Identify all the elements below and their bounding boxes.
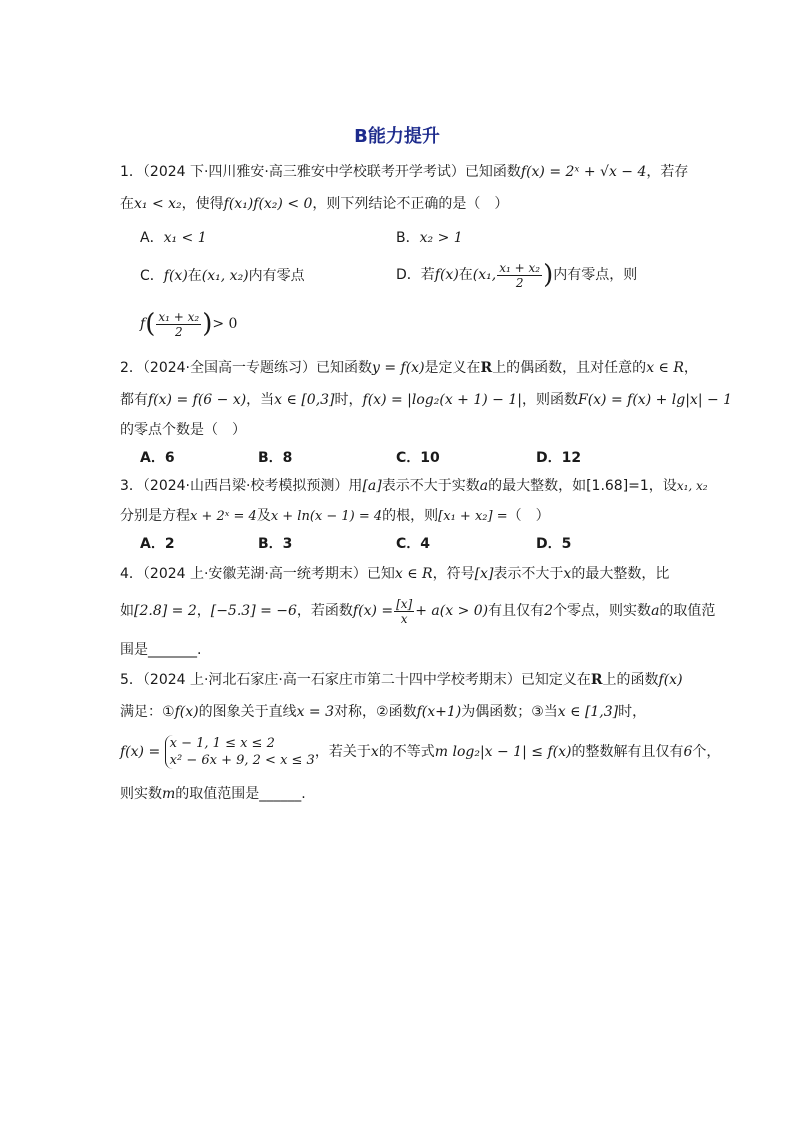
q2-text: 是定义在 <box>424 360 481 376</box>
q3-text: （ ） <box>507 508 550 524</box>
q2-line-3: 的零点个数是（ ） <box>120 422 246 438</box>
q4-text: 有且仅有 <box>488 603 545 619</box>
q1-option-c <box>140 266 305 286</box>
q4-text: ，符号 <box>432 566 475 582</box>
option-label: B． <box>396 230 420 246</box>
option-math: f(x) <box>163 268 188 284</box>
fraction <box>497 261 542 290</box>
q1-math: f(x₁)f(x₂) < 0 <box>223 196 313 212</box>
q4-math: 2 <box>544 603 554 619</box>
q5-math: x <box>370 744 379 760</box>
q4-math: f(x) = <box>352 603 394 619</box>
option-math: > 0 <box>212 316 238 332</box>
q4-math: [−5.3] = −6 <box>210 603 297 619</box>
right-paren: ) <box>202 309 213 339</box>
q1-option-b <box>396 228 463 248</box>
q3-math: a <box>479 478 489 494</box>
q5-math: f(x) <box>174 704 199 720</box>
q2-line-1 <box>120 358 698 378</box>
q4-math: [x] <box>474 566 494 582</box>
q4-math: x <box>563 566 572 582</box>
q4-math: x ∈ R <box>394 566 433 582</box>
fraction <box>394 597 414 626</box>
q2-text: ，则函数 <box>521 392 578 408</box>
option-math: (x₁, x₂) <box>201 268 249 284</box>
option-text: 在 <box>458 267 473 283</box>
q5-text: 个， <box>692 744 721 760</box>
q5-text: 满足：① <box>120 704 175 720</box>
option-math: (x₁, <box>472 267 497 283</box>
q4-text: ， <box>196 603 211 619</box>
q1-function: f(x) = 2ˣ + √x − 4 <box>520 164 647 180</box>
option-math: x₁ < 1 <box>163 230 207 246</box>
q4-intro: 4．（2024 上·安徽芜湖·高一统考期末）已知 <box>120 566 395 582</box>
fraction-numerator: x₁ + x₂ <box>158 309 200 324</box>
q1-text: ，使得 <box>181 196 224 212</box>
fraction-denominator: 2 <box>174 324 183 339</box>
q5-math: f(x) <box>658 672 683 688</box>
q4-text: 表示不大于 <box>493 566 564 582</box>
option-text: 内有零点 <box>248 268 305 284</box>
left-paren: ( <box>145 309 156 339</box>
q5-math: x = 3 <box>296 704 335 720</box>
option-math: ) <box>543 260 554 290</box>
q5-math: f(x+1) <box>416 704 462 720</box>
q2-option-c: C．10 <box>396 450 440 466</box>
q4-line-2 <box>120 592 715 630</box>
q5-line-4 <box>120 784 306 804</box>
piecewise-brace <box>165 735 315 769</box>
q2-math: f(x) = f(6 − x) <box>148 392 247 408</box>
piecewise-case: x² − 6x + 9, 2 < x ≤ 3 <box>169 753 315 768</box>
q3-math: [x₁ + x₂] = <box>438 509 508 524</box>
q1-text: ，若存 <box>646 164 689 180</box>
q4-text: 的取值范 <box>659 603 716 619</box>
q3-text: 的根，则 <box>382 508 439 524</box>
q1-option-d-continued <box>140 306 237 342</box>
q1-option-a <box>140 228 207 248</box>
q4-line-1 <box>120 564 669 584</box>
q1-intro: 1．（2024 下·四川雅安·高三雅安中学校联考开学考试）已知函数 <box>120 164 521 180</box>
q2-math: x ∈ R <box>646 360 684 376</box>
q1-line-2 <box>120 194 508 214</box>
option-math: x₂ > 1 <box>419 230 463 246</box>
q2-math: R <box>480 360 493 376</box>
q2-text: 上的偶函数，且对任意的 <box>492 360 647 376</box>
q3-option-d: D．5 <box>536 536 572 552</box>
q3-text: 分别是方程 <box>120 508 190 524</box>
q5-math: f(x) = <box>120 744 161 760</box>
q3-math: x₁, x₂ <box>676 479 708 493</box>
q1-option-d <box>396 258 637 292</box>
option-label: A． <box>140 230 164 246</box>
option-math: f <box>140 316 146 332</box>
q3-text: 表示不大于实数 <box>381 478 480 494</box>
q5-text: 对称，②函数 <box>334 704 417 720</box>
q5-intro: 5．（2024 上·河北石家庄·高一石家庄市第二十四中学校考期末）已知定义在 <box>120 672 591 688</box>
q2-text: 都有 <box>120 392 148 408</box>
q1-math: x₁ < x₂ <box>134 196 182 212</box>
q5-text: 的取值范围是______. <box>175 786 306 802</box>
q2-text: 时， <box>334 392 363 408</box>
option-text: 在 <box>187 268 202 284</box>
q2-math: F(x) = f(x) + lg|x| − 1 <box>577 392 733 408</box>
option-text: 内有零点，则 <box>553 267 638 283</box>
q2-intro: 2．（2024·全国高一专题练习）已知函数 <box>120 360 372 376</box>
fraction-denominator: x <box>400 611 408 626</box>
q4-line-3: 围是_______. <box>120 642 202 658</box>
q2-math: y = f(x) <box>372 360 425 376</box>
fraction-numerator: x₁ + x₂ <box>499 260 541 275</box>
q5-math: m <box>162 786 176 802</box>
q2-text: ，当 <box>246 392 275 408</box>
q3-line-2 <box>120 506 550 527</box>
q3-math: x + 2ˣ = 4 <box>190 509 257 524</box>
q5-line-1 <box>120 670 683 690</box>
q4-text: ，若函数 <box>296 603 353 619</box>
q3-option-b: B．3 <box>258 536 293 552</box>
q4-text: 个零点，则实数 <box>553 603 652 619</box>
fraction <box>156 310 201 339</box>
q4-math: a <box>651 603 660 619</box>
q2-option-d: D．12 <box>536 450 582 466</box>
q5-text: 的不等式 <box>378 744 435 760</box>
q3-math: x + ln(x − 1) = 4 <box>270 509 383 524</box>
q3-option-c: C．4 <box>396 536 431 552</box>
q2-line-2 <box>120 390 732 410</box>
q4-text: 如 <box>120 603 134 619</box>
q5-math: 6 <box>683 744 693 760</box>
q4-math: [2.8] = 2 <box>134 603 197 619</box>
q2-math: x ∈ [0,3] <box>274 392 335 408</box>
q5-math: x ∈ [1,3] <box>557 704 619 720</box>
q3-option-a: A．2 <box>140 536 175 552</box>
section-title: B能力提升 <box>354 126 440 147</box>
q5-text: 上的函数 <box>602 672 659 688</box>
q3-intro: 3．（2024·山西吕梁·校考模拟预测）用 <box>120 478 363 494</box>
q1-text: ，则下列结论不正确的是（ ） <box>312 196 509 212</box>
q5-line-2 <box>120 702 646 722</box>
q5-text: 的整数解有且仅有 <box>571 744 684 760</box>
piecewise-case: x − 1, 1 ≤ x ≤ 2 <box>169 736 275 751</box>
q5-text: 时， <box>618 704 647 720</box>
q5-math: m log₂|x − 1| ≤ f(x) <box>434 744 572 760</box>
q5-line-3 <box>120 732 720 772</box>
q5-text: ，若关于 <box>314 744 371 760</box>
q3-math: [a] <box>362 478 382 494</box>
q2-option-a: A．6 <box>140 450 175 466</box>
option-label: D．若 <box>396 267 435 283</box>
option-math: f(x) <box>434 267 459 283</box>
q1-text: 在 <box>120 196 134 212</box>
option-label: C． <box>140 268 164 284</box>
q2-option-b: B．8 <box>258 450 293 466</box>
q3-text: 及 <box>256 508 271 524</box>
q3-text: 的最大整数，如[1.68]=1，设 <box>488 478 677 494</box>
q5-math: R <box>590 672 603 688</box>
q5-text: 则实数 <box>120 786 162 802</box>
q2-text: ， <box>683 360 698 376</box>
q5-text: 的图象关于直线 <box>198 704 297 720</box>
fraction-denominator: 2 <box>515 275 524 290</box>
q4-text: 的最大整数，比 <box>571 566 670 582</box>
q5-text: 为偶函数；③当 <box>461 704 558 720</box>
q2-math: f(x) = |log₂(x + 1) − 1| <box>362 392 522 408</box>
q3-line-1 <box>120 476 708 496</box>
q4-math: + a(x > 0) <box>415 603 489 619</box>
q1-line-1 <box>120 162 688 182</box>
fraction-numerator: [x] <box>396 596 413 611</box>
